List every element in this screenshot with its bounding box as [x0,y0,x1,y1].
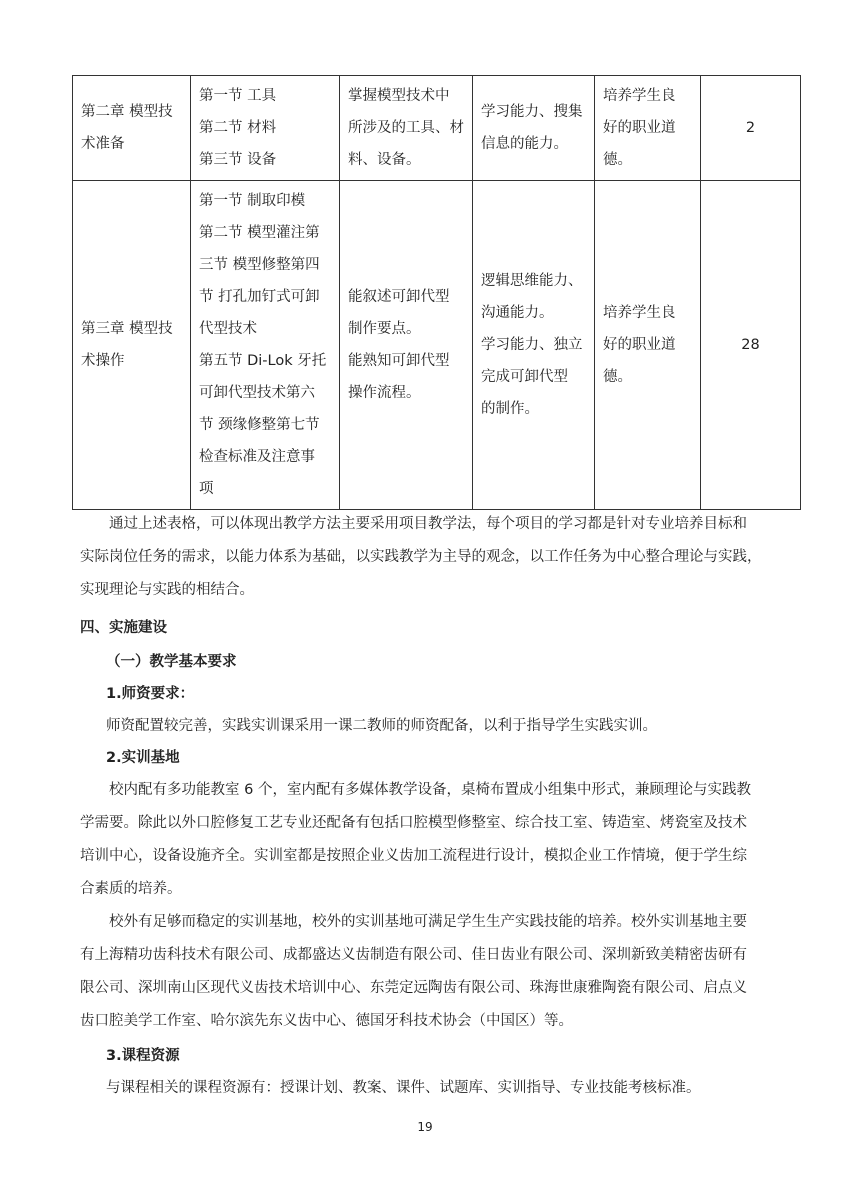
table-row [73,76,801,181]
hours-cell: 28 [701,181,801,510]
base-paragraph-2: 校外有足够而稳定的实训基地，校外的实训基地可满足学生生产实践技能的培养。校外实训基地主要 有上海精功齿科技术有限公司、成都盛达义齿制造有限公司、佳日齿业有限公司、深圳新致美精密齿研有 限公司、深圳南山区现代义齿技术培训中心、东莞定远陶齿有限公司、珠海世康雅陶瓷有限公司、启点义 齿口腔美学工作室、哈尔滨先东义齿中心、德国牙科技术协会（中国区）等。 [80,914,747,1029]
page-number: 19 [417,1120,433,1134]
hours-cell: 2 [701,76,801,181]
sections-cell: 第一节 工具 第二节 材料 第三节 设备 [191,76,340,181]
item-heading-teachers: 1.师资要求： [106,686,195,702]
item-heading-base: 2.实训基地 [106,750,180,766]
ability-cell: 逻辑思维能力、 沟通能力。 学习能力、独立 完成可卸代型 的制作。 [473,181,595,510]
summary-paragraph: 通过上述表格，可以体现出教学方法主要采用项目教学法，每个项目的学习都是针对专业培养目标和 实际岗位任务的需求，以能力体系为基础，以实践教学为主导的观念，以工作任务为中心整合理论与实践， 实现理论与实践的相结合。 [80,516,762,598]
teachers-paragraph: 师资配置较完善，实践实训课采用一课二教师的师资配备，以利于指导学生实践实训。 [106,718,657,734]
chapter-cell: 第三章 模型技 术操作 [73,181,191,510]
item-heading-resources: 3.课程资源 [106,1048,180,1064]
table-row [73,181,801,510]
sections-cell: 第一节 制取印模 第二节 模型灌注第 三节 模型修整第四 节 打孔加钉式可卸 代型技术 第五节 Di-Lok 牙托 可卸代型技术第六 节 颈缘修整第七节 检查标准及注意事 项 [191,181,340,510]
chapter-cell: 第二章 模型技 术准备 [73,76,191,181]
ability-cell: 学习能力、搜集 信息的能力。 [473,76,595,181]
resources-paragraph: 与课程相关的课程资源有：授课计划、教案、课件、试题库、实训指导、专业技能考核标准。 [106,1080,701,1096]
course-table [72,75,801,510]
knowledge-cell: 掌握模型技术中 所涉及的工具、材 料、设备。 [340,76,473,181]
base-paragraph-1: 校内配有多功能教室 6 个，室内配有多媒体教学设备，桌椅布置成小组集中形式，兼顾理论与实践教 学需要。除此以外口腔修复工艺专业还配备有包括口腔模型修整室、综合技工室、铸造室、烤瓷室及技术 培训中心，设备设施齐全。实训室都是按照企业义齿加工流程进行设计，模拟企业工作情境，便于学生综 合素质的培养。 [80,782,751,897]
knowledge-cell: 能叙述可卸代型 制作要点。 能熟知可卸代型 操作流程。 [340,181,473,510]
quality-cell: 培养学生良 好的职业道 德。 [595,181,701,510]
section-heading: 四、实施建设 [80,620,167,636]
quality-cell: 培养学生良 好的职业道 德。 [595,76,701,181]
subsection-heading: （一）教学基本要求 [106,654,237,670]
